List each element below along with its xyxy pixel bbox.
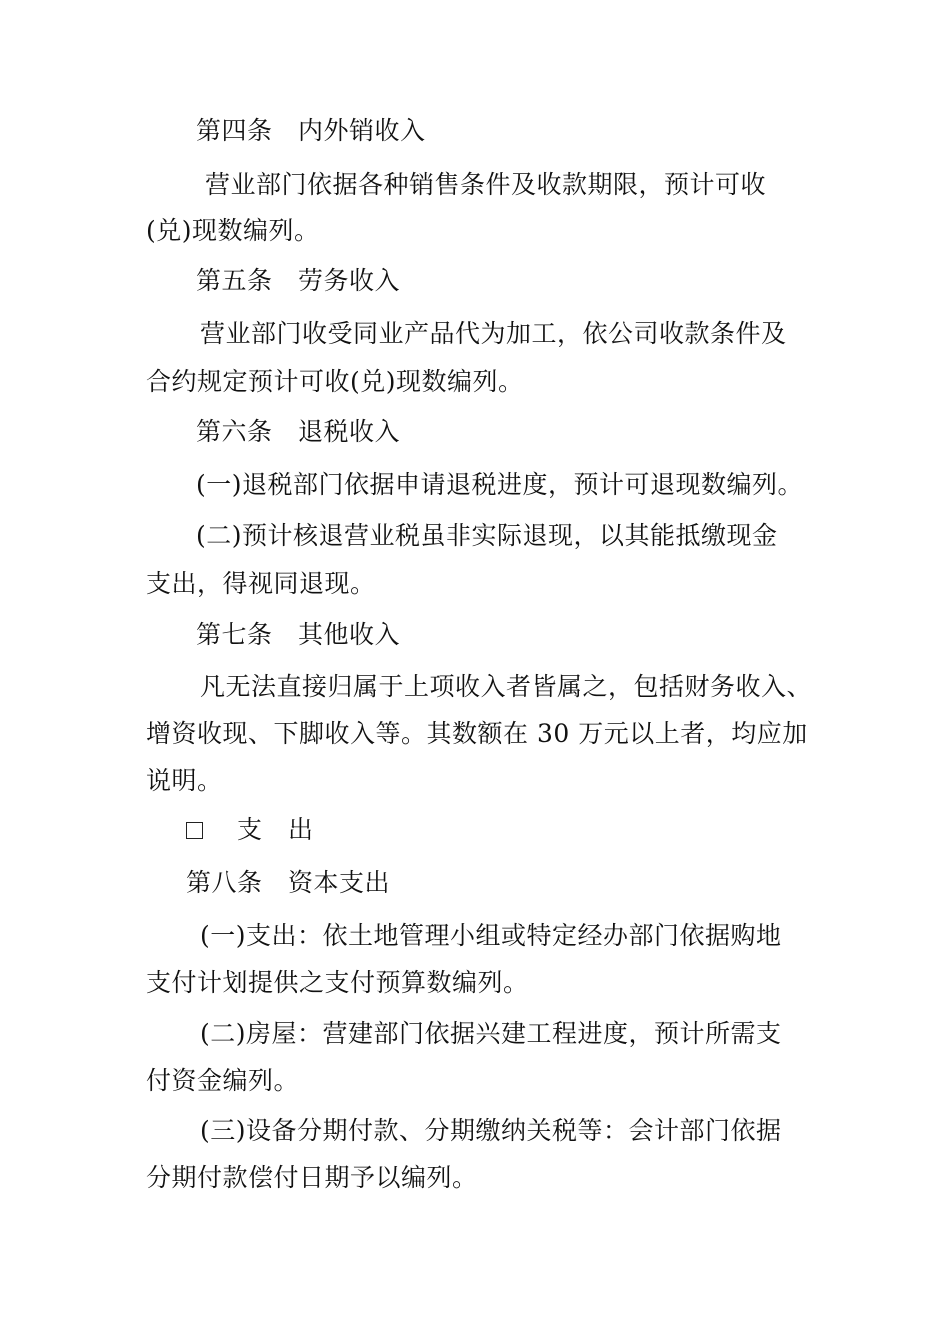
article-6-item-1: (一)退税部门依据申请退税进度，预计可退现数编列。 [196,470,804,499]
article-7-body-line-2: 增资收现、下脚收入等。其数额在 30 万元以上者，均应加 [146,719,808,748]
article-8-item-2-line-1: (二)房屋：营建部门依据兴建工程进度，预计所需支 [200,1019,782,1048]
article-4-body-line-2: (兑)现数编列。 [146,216,320,245]
article-6-item-2-line-2: 支出，得视同退现。 [146,569,376,598]
article-4-heading: 第四条 内外销收入 [196,116,426,145]
article-4-body-line-1: 营业部门依据各种销售条件及收款期限，预计可收 [205,170,767,199]
article-8-item-1-line-2: 支付计划提供之支付预算数编列。 [146,968,529,997]
checkbox-square-icon [186,822,203,839]
section-heading-label: 支 出 [237,815,314,844]
article-8-item-2-line-2: 付资金编列。 [146,1066,300,1095]
article-8-item-1-line-1: (一)支出：依土地管理小组或特定经办部门依据购地 [200,921,782,950]
article-5-heading: 第五条 劳务收入 [196,266,401,295]
article-5-body-line-1: 营业部门收受同业产品代为加工，依公司收款条件及 [200,319,787,348]
article-8-item-3-line-2: 分期付款偿付日期予以编列。 [146,1163,478,1192]
article-7-heading: 第七条 其他收入 [196,620,401,649]
article-6-item-2-line-1: (二)预计核退营业税虽非实际退现，以其能抵缴现金 [196,521,778,550]
article-8-heading: 第八条 资本支出 [186,868,391,897]
article-5-body-line-2: 合约规定预计可收(兑)现数编列。 [146,367,524,396]
section-heading-expenditure [186,815,314,845]
article-6-heading: 第六条 退税收入 [196,417,401,446]
article-7-body-line-1: 凡无法直接归属于上项收入者皆属之，包括财务收入、 [200,672,813,701]
article-7-body-line-3: 说明。 [146,766,223,795]
article-8-item-3-line-1: (三)设备分期付款、分期缴纳关税等：会计部门依据 [200,1116,782,1145]
